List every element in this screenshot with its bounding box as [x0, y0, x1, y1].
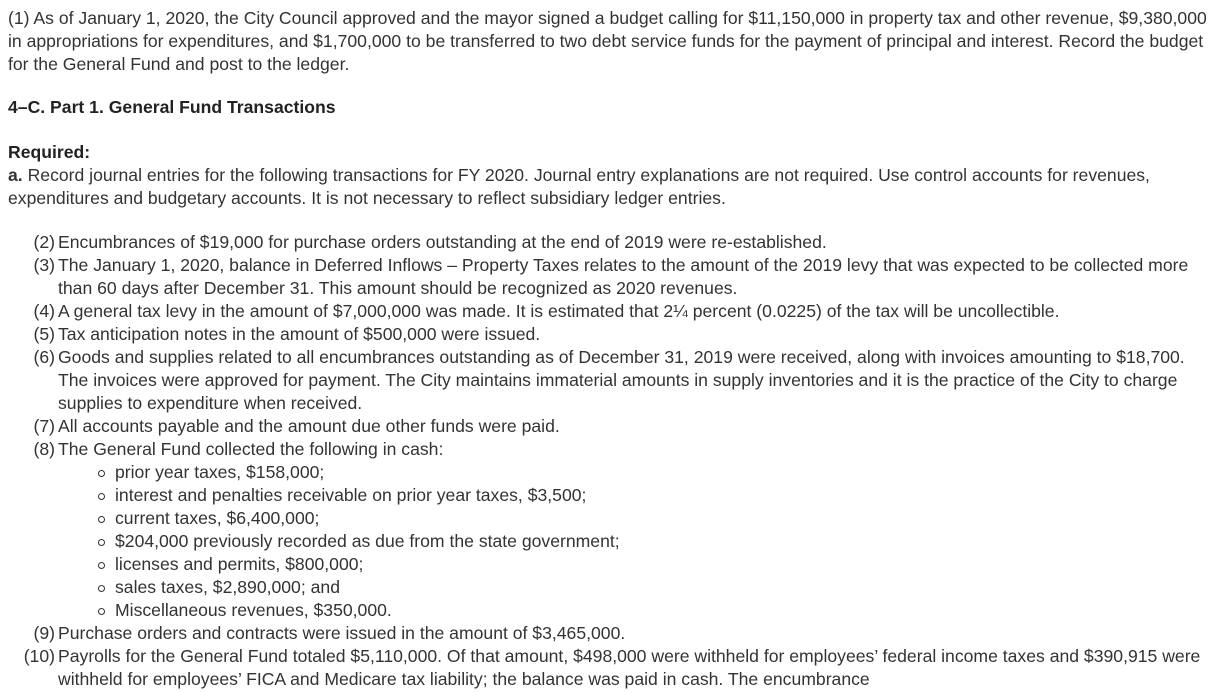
transaction-list: [8, 231, 1208, 691]
transaction-number: (4): [33, 301, 55, 321]
transaction-text: Encumbrances of $19,000 for purchase orders outstanding at the end of 2019 were re-established.: [58, 232, 827, 252]
transaction-number: (7): [33, 416, 55, 436]
transaction-item: [8, 645, 1208, 691]
budget-paragraph: (1) As of January 1, 2020, the City Council approved and the mayor signed a budget calling for $11,150,000 in property tax and other revenue, $9,380,000 in appropriations for expenditures, and $1,700,000 to be transferred to two debt service funds for the payment of principal and interest. Record the budget for the General Fund and post to the ledger.: [8, 8, 1207, 74]
transaction-number: (6): [33, 347, 55, 367]
transaction-number: (5): [33, 324, 55, 344]
transaction-number: (8): [33, 439, 55, 459]
transaction-text: Purchase orders and contracts were issued in the amount of $3,465,000.: [58, 623, 626, 643]
transaction-number: (10): [23, 646, 55, 666]
transaction-text: Goods and supplies related to all encumbrances outstanding as of December 31, 2019 were received, along with invoices amounting to $18,700. The invoices were approved for payment. The City maintains immaterial amounts in supply inventories and it is the practice of the City to charge supplies to expenditure when received.: [58, 347, 1185, 413]
section-heading: 4–C. Part 1. General Fund Transactions: [8, 97, 336, 117]
requirement-a: [8, 164, 1208, 210]
collection-item: current taxes, $6,400,000;: [96, 507, 1208, 530]
transaction-text: Tax anticipation notes in the amount of $500,000 were issued.: [58, 324, 541, 344]
requirement-a-prefix: a.: [8, 165, 23, 185]
transaction-item: [8, 346, 1208, 415]
requirement-a-text: Record journal entries for the following transactions for FY 2020. Journal entry explanations are not required. Use control accounts for revenues, expenditures and budgetary accounts. It is not necessary to reflect subsidiary ledger entries.: [8, 165, 1150, 208]
transaction-number: (9): [33, 623, 55, 643]
transaction-item: [8, 231, 1208, 254]
required-label: Required:: [8, 142, 91, 162]
collection-item: interest and penalties receivable on prior year taxes, $3,500;: [96, 484, 1208, 507]
transaction-item: [8, 323, 1208, 346]
transaction-item: [8, 300, 1208, 323]
transaction-text: Payrolls for the General Fund totaled $5,110,000. Of that amount, $498,000 were withheld for employees’ federal income taxes and $390,915 were withheld for employees’ FICA and Medicare tax liability; the balance was paid in cash. The encumbrance: [58, 646, 1201, 689]
collection-item: $204,000 previously recorded as due from the state government;: [96, 530, 1208, 553]
transaction-number: (2): [33, 232, 55, 252]
problem-text: [8, 7, 1208, 691]
collection-item: licenses and permits, $800,000;: [96, 553, 1208, 576]
transaction-number: (3): [33, 255, 55, 275]
transaction-item: [8, 622, 1208, 645]
transaction-text: The General Fund collected the following in cash:: [58, 439, 444, 459]
collection-item: sales taxes, $2,890,000; and: [96, 576, 1208, 599]
transaction-text: The January 1, 2020, balance in Deferred Inflows – Property Taxes relates to the amount of the 2019 levy that was expected to be collected more than 60 days after December 31. This amount should be recognized as 2020 revenues.: [58, 255, 1189, 298]
collection-item: Miscellaneous revenues, $350,000.: [96, 599, 1208, 622]
transaction-item: [8, 415, 1208, 438]
cash-collections-list: [58, 461, 1208, 622]
transaction-item: [8, 254, 1208, 300]
transaction-text: All accounts payable and the amount due other funds were paid.: [58, 416, 560, 436]
required-section: [8, 141, 1208, 210]
transaction-text: A general tax levy in the amount of $7,000,000 was made. It is estimated that 2¼ percent (0.0225) of the tax will be uncollectible.: [58, 301, 1060, 321]
collection-item: prior year taxes, $158,000;: [96, 461, 1208, 484]
transaction-item: [8, 438, 1208, 622]
